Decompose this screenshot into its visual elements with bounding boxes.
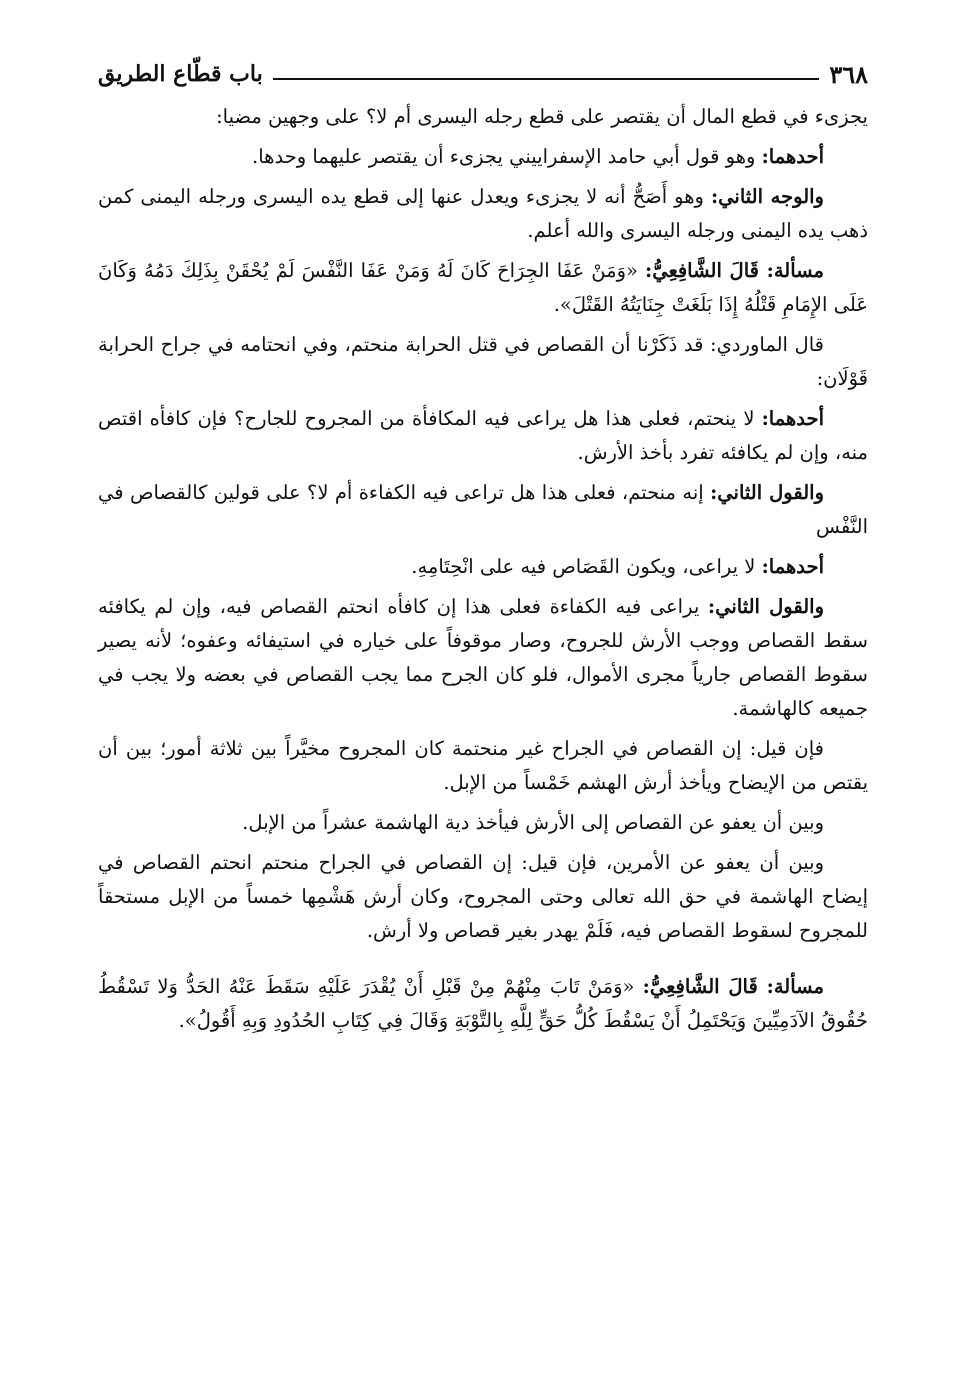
paragraph: فإن قيل: إن القصاص في الجراح غير منحتمة كان المجروح مخيَّراً بين ثلاثة أمور؛ بين أن يقتص من الإيضاح ويأخذ أرش الهشم خَمْساً من الإبل. [98,737,868,794]
page-body [98,100,868,1038]
paragraph: مسألة: قَالَ الشَّافِعِيُّ: «وَمَنْ عَفَا الجِرَاحَ كَانَ لَهُ وَمَنْ عَفَا النَّفْسَ لَمْ يُحْقَنْ بِذَلِكَ دَمُهُ وَكَانَ عَلَى الإِمَامِ قَتْلُهُ إِذَا بَلَغَتْ جِنَايَتُهُ القَتْلَ». [98,259,868,316]
running-title: باب قطّاع الطريق [98,61,263,87]
paragraph: والوجه الثاني: وهو أَصَحُّ أنه لا يجزىء ويعدل عنها إلى قطع يده اليسرى ورجله اليمنى كمن ذهب يده اليمنى ورجله اليسرى والله أعلم. [98,185,868,242]
paragraph: يجزىء في قطع المال أن يقتصر على قطع رجله اليسرى أم لا؟ على وجهين مضيا: [216,105,868,128]
paragraph: مسألة: قَالَ الشَّافِعِيُّ: «وَمَنْ تَابَ مِنْهُمْ مِنْ قَبْلِ أَنْ يُقْدَرَ عَلَيْهِ سَقَطَ عَنْهُ الحَدُّ وَلا تَسْقُطُ حُقُوقُ الآدَمِيِّينَ وَيَحْتَمِلُ أَنْ يَسْقُطَ كُلُّ حَقٍّ لِلَّهِ بِالتَّوْبَةِ وَقَالَ فِي كِتَابِ الحُدُودِ وَبِهِ أَقُولُ». [98,975,868,1032]
paragraph: أحدهما: لا يراعى، ويكون القَصَاص فيه على انْحِتَامِهِ. [411,555,824,578]
paragraph: أحدهما: لا ينحتم، فعلى هذا هل يراعى فيه المكافأة من المجروح للجارح؟ فإن كافأه اقتص منه، وإن لم يكافئه تفرد بأخذ الأرش. [98,407,868,464]
paragraph: قال الماوردي: قد ذَكَرْنا أن القصاص في قتل الحرابة منحتم، وفي انحتامه في جراح الحرابة قَوْلَان: [98,333,868,390]
paragraph: والقول الثاني: إنه منحتم، فعلى هذا هل تراعى فيه الكفاءة أم لا؟ على قولين كالقصاص في النَّفْس [98,481,868,538]
paragraph: أحدهما: وهو قول أبي حامد الإسفراييني يجزىء أن يقتصر عليهما وحدها. [252,145,824,168]
page-number: ٣٦٨ [829,59,868,89]
paragraph: وبين أن يعفو عن القصاص إلى الأرش فيأخذ دية الهاشمة عشراً من الإبل. [242,811,824,834]
page-header [98,54,868,94]
header-rule [273,78,820,80]
paragraph: وبين أن يعفو عن الأمرين، فإن قيل: إن القصاص في الجراح منحتم انحتم القصاص في إيضاح الهاشمة في حق الله تعالى وحتى المجروح، وكان أرش هَشْمِها خمساً من الإبل مستحقاً للمجروح لسقوط القصاص فيه، فَلَمْ يهدر بغير قصاص ولا أرش. [98,851,868,942]
paragraph: والقول الثاني: يراعى فيه الكفاءة فعلى هذا إن كافأه انحتم القصاص فيه، وإن لم يكافئه سقط القصاص ووجب الأرش للجروح، وصار موقوفاً على خياره في استيفائه وعفوه؛ لأنه يصير سقوط القصاص جارياً مجرى الأموال، فلو كان الجرح مما يجب القصاص في بعضه ولا يجب في جميعه كالهاشمة. [98,595,868,720]
book-page [98,54,868,1344]
